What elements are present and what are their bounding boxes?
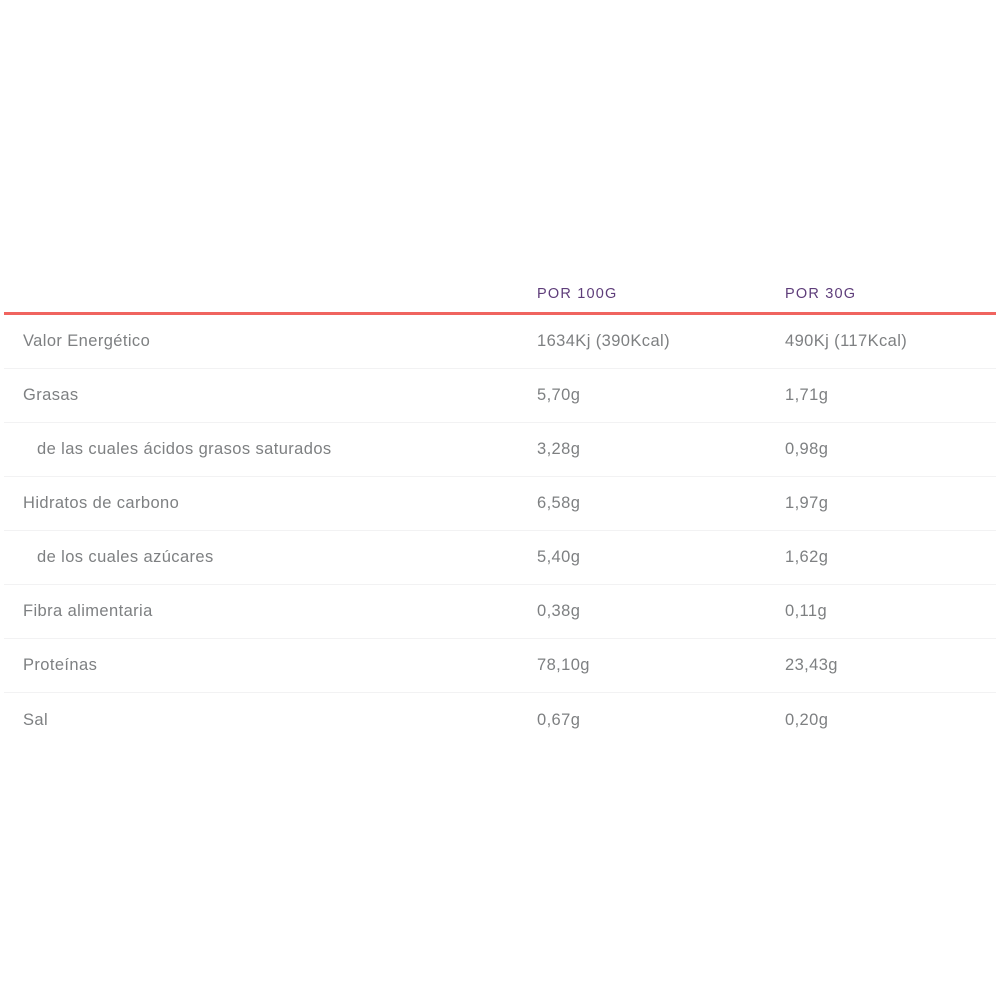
row-label: Valor Energético: [23, 332, 151, 350]
row-value-per-100g: 3,28g: [537, 440, 581, 458]
row-label: Hidratos de carbono: [23, 494, 180, 512]
row-value-per-30g: 1,62g: [785, 548, 829, 566]
row-value-per-30g: 23,43g: [785, 656, 838, 674]
row-value-per-100g: 6,58g: [537, 494, 581, 512]
row-value-per-100g: 5,70g: [537, 386, 581, 404]
table-row-azucares: [4, 531, 996, 585]
row-label: Grasas: [23, 386, 79, 404]
row-value-per-30g: 490Kj (117Kcal): [785, 332, 908, 350]
table-row-grasas: [4, 369, 996, 423]
table-row-proteinas: [4, 639, 996, 693]
table-row-grasos-saturados: [4, 423, 996, 477]
row-label: Sal: [23, 710, 49, 729]
column-header-por-100g: POR 100G: [537, 285, 618, 302]
row-label: Proteínas: [23, 656, 98, 674]
row-value-per-30g: 1,71g: [785, 386, 829, 404]
nutrition-facts-table: [4, 275, 996, 747]
row-value-per-100g: 0,38g: [537, 602, 581, 620]
table-row-sal: [4, 693, 996, 747]
row-value-per-100g: 1634Kj (390Kcal): [537, 332, 670, 350]
row-label: de los cuales azúcares: [37, 548, 214, 566]
column-header-por-30g: POR 30G: [785, 285, 857, 302]
table-row-fibra-alimentaria: [4, 585, 996, 639]
table-header-row: [4, 275, 996, 315]
row-value-per-100g: 5,40g: [537, 548, 581, 566]
row-value-per-100g: 0,67g: [537, 710, 581, 729]
table-row-hidratos-de-carbono: [4, 477, 996, 531]
table-row-valor-energetico: [4, 315, 996, 369]
row-label: de las cuales ácidos grasos saturados: [37, 440, 332, 458]
row-value-per-30g: 0,11g: [785, 602, 828, 620]
row-value-per-100g: 78,10g: [537, 656, 590, 674]
row-value-per-30g: 0,98g: [785, 440, 829, 458]
row-value-per-30g: 0,20g: [785, 710, 829, 729]
row-value-per-30g: 1,97g: [785, 494, 829, 512]
row-label: Fibra alimentaria: [23, 602, 153, 620]
